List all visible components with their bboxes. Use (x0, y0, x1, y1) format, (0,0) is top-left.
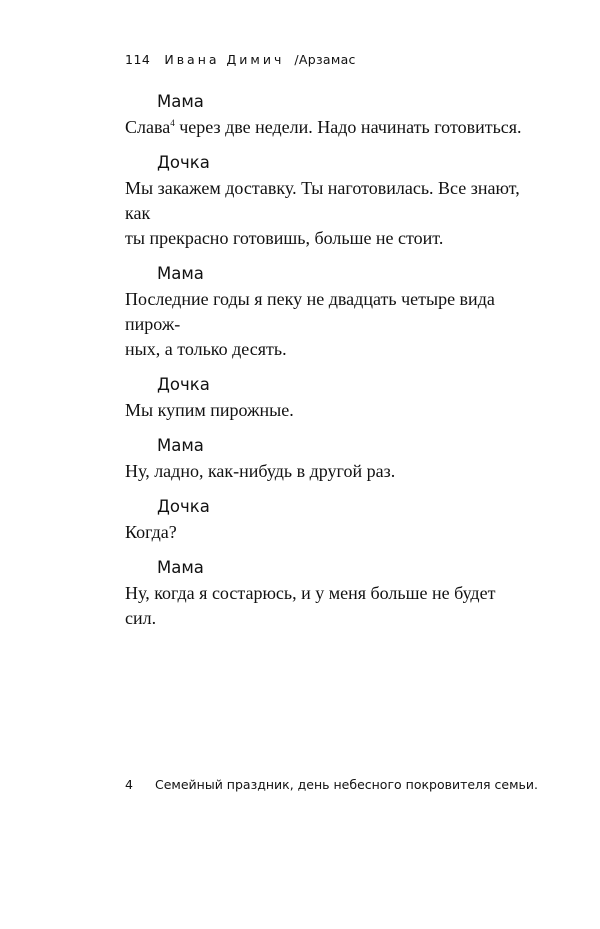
dialogue-block (125, 263, 525, 362)
speaker-name: Дочка (157, 497, 210, 516)
footnote-number: 4 (125, 777, 133, 792)
dialogue-line: Мы закажем доставку. Ты наготовилась. Все знают, как (125, 178, 520, 223)
dialogue-line: Ну, когда я состарюсь, и у меня больше не будет сил. (125, 583, 496, 628)
dialogue-line: Ну, ладно, как-нибудь в другой раз. (125, 461, 396, 481)
dialogue-block (125, 557, 525, 631)
dialogue-line (125, 115, 525, 140)
speaker-name: Мама (157, 92, 204, 111)
dialogue-block (125, 496, 525, 545)
dialogue (125, 91, 525, 643)
dialogue-line: ты прекрасно готовишь, больше не стоит. (125, 228, 444, 248)
dialogue-text: Слава (125, 117, 171, 137)
speaker-name: Дочка (157, 375, 210, 394)
running-head (125, 52, 356, 68)
author-name: Ивана Димич (164, 52, 285, 67)
dialogue-block (125, 152, 525, 251)
speaker-name: Мама (157, 436, 204, 455)
dialogue-block (125, 91, 525, 140)
dialogue-text: через две недели. Надо начинать готовиться. (179, 117, 522, 137)
footnote-text: Семейный праздник, день небесного покровителя семьи. (155, 777, 538, 792)
dialogue-block (125, 374, 525, 423)
dialogue-block (125, 435, 525, 484)
dialogue-line: Когда? (125, 522, 177, 542)
dialogue-line: Мы купим пирожные. (125, 400, 294, 420)
footnote-reference[interactable]: 4 (170, 118, 175, 128)
page-number: 114 (125, 52, 151, 67)
speaker-name: Дочка (157, 153, 210, 172)
speaker-name: Мама (157, 264, 204, 283)
dialogue-line: Последние годы я пеку не двадцать четыре вида пирож- (125, 289, 495, 334)
speaker-name: Мама (157, 558, 204, 577)
publisher-name: /Арзамас (294, 52, 356, 67)
footnote (125, 776, 538, 794)
dialogue-line: ных, а только десять. (125, 339, 287, 359)
